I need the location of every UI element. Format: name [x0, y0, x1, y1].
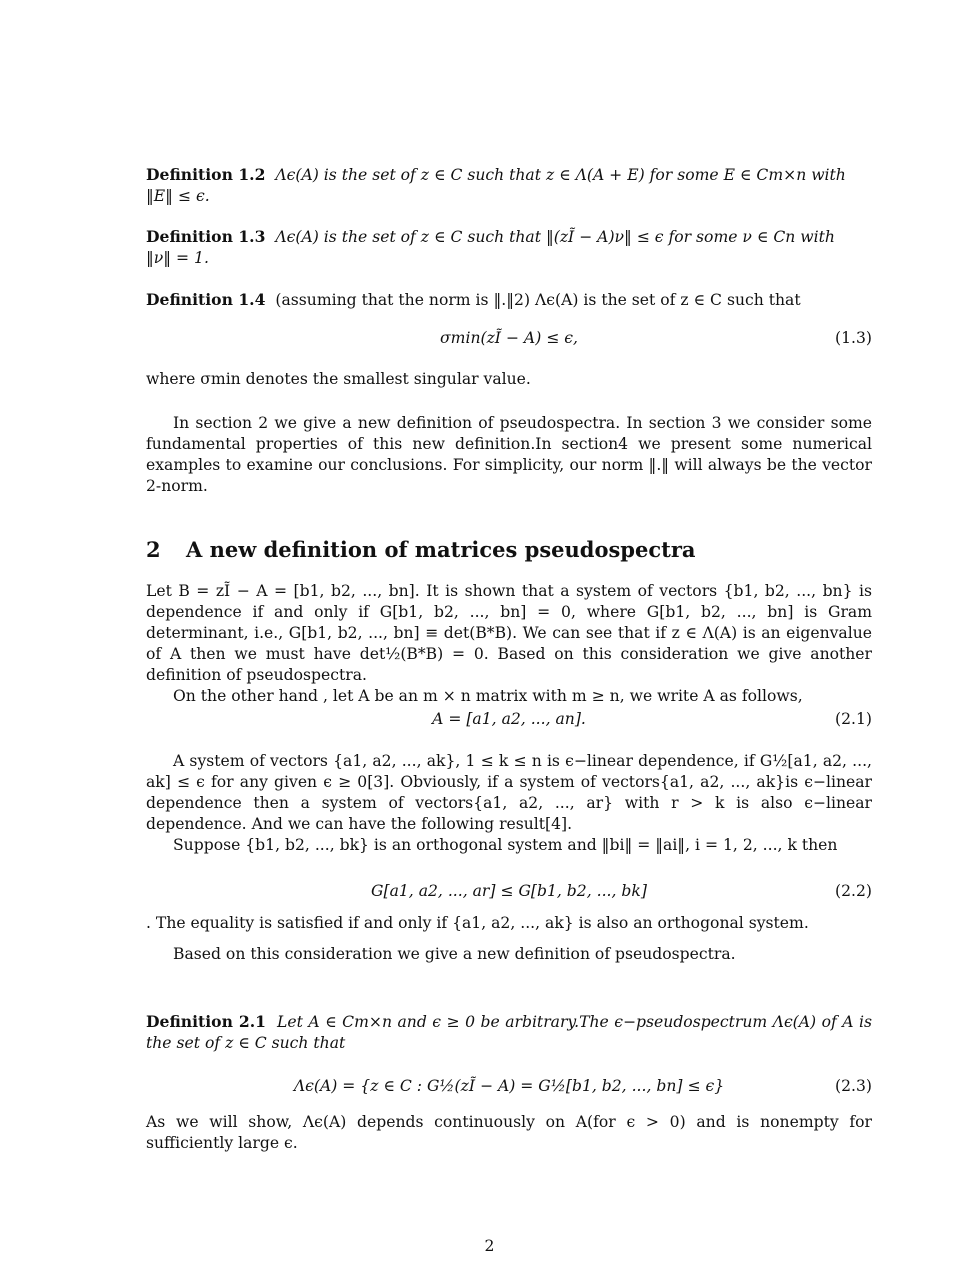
- equation-formula: σmin(zĨ − A) ≤ ϵ,: [440, 329, 578, 347]
- equation-2-3: [146, 1075, 872, 1097]
- paragraph-let: [146, 581, 872, 707]
- definition-1-2: [146, 164, 872, 207]
- definition-label: Definition 1.4: [146, 290, 266, 309]
- paragraph-intro: [146, 413, 872, 497]
- definition-text: (assuming that the norm is ‖.‖2) Λϵ(A) is the set of z ∈ C such that: [275, 291, 801, 309]
- definition-text-cont: ‖E‖ ≤ ϵ.: [146, 187, 210, 205]
- definition-text: Λϵ(A) is the set of z ∈ C such that ‖(zĨ − A)ν‖ ≤ ϵ for some ν ∈ Cn with: [275, 228, 835, 246]
- definition-text: Let A ∈ Cm×n and ϵ ≥ 0 be arbitrary.The ϵ−pseudospectrum Λϵ(A) of A is the set of z ∈ C such that: [146, 1013, 873, 1052]
- paragraph-text: . The equality is satisfied if and only if {a1, a2, ..., ak} is also an orthogonal system.: [146, 914, 809, 932]
- paragraph-text: On the other hand , let A be an m × n matrix with m ≥ n, we write A as follows,: [173, 687, 803, 705]
- equation-formula: A = [a1, a2, ..., an].: [432, 710, 586, 728]
- paragraph-text: Based on this consideration we give a new definition of pseudospectra.: [173, 945, 736, 963]
- paragraph-text: where σmin denotes the smallest singular value.: [146, 370, 531, 388]
- paragraph-equality: [146, 913, 872, 934]
- paragraph-after-1-3: [146, 369, 872, 390]
- paragraph-final: [146, 1112, 872, 1154]
- paragraph-text: As we will show, Λϵ(A) depends continuously on A(for ϵ > 0) and is nonempty for sufficiently large ϵ.: [146, 1113, 872, 1152]
- equation-number: (2.2): [835, 882, 872, 900]
- equation-number: (1.3): [835, 329, 872, 347]
- definition-label: Definition 1.2: [146, 165, 266, 184]
- section-title: A new definition of matrices pseudospectra: [186, 537, 696, 562]
- equation-2-2: [146, 880, 872, 902]
- definition-1-3: [146, 226, 872, 269]
- equation-2-1: [146, 708, 872, 730]
- equation-number: (2.3): [835, 1077, 872, 1095]
- paragraph-text: In section 2 we give a new definition of pseudospectra. In section 3 we consider some fundamental properties of this new definition.In section4 we present some numerical examples to examine our conclusions. For simplicity, our norm ‖.‖ will always be the vector 2-norm.: [146, 414, 872, 495]
- section-heading: [146, 536, 696, 564]
- equation-formula: Λϵ(A) = {z ∈ C : G½(zĨ − A) = G½[b1, b2, ..., bn] ≤ ϵ}: [293, 1077, 725, 1095]
- equation-number: (2.1): [835, 710, 872, 728]
- equation-1-3: [146, 327, 872, 349]
- paragraph-text: Suppose {b1, b2, ..., bk} is an orthogonal system and ‖bi‖ = ‖ai‖, i = 1, 2, ..., k then: [173, 836, 838, 854]
- paragraph-text: A system of vectors {a1, a2, ..., ak}, 1 ≤ k ≤ n is ϵ−linear dependence, if G½[a1, a2, ..., ak] ≤ ϵ for any given ϵ ≥ 0[3]. Obviously, if a system of vectors{a1, a2, ..., ak}is ϵ−linear dependence then a system of vectors{a1, a2, ..., ar} with r > k is also ϵ−linear dependence. And we can have the following result[4].: [146, 752, 872, 833]
- paragraph-based: [146, 944, 872, 965]
- definition-1-4: [146, 289, 872, 311]
- section-number: 2: [146, 537, 161, 562]
- paragraph-text: Let B = zĨ − A = [b1, b2, ..., bn]. It is shown that a system of vectors {b1, b2, ..., bn} is dependence if and only if G[b1, b2, ..., bn] = 0, where G[b1, b2, ..., bn] is Gram determinant, i.e., G[b1, b2, ..., bn] ≡ det(B*B). We can see that if z ∈ Λ(A) is an eigenvalue of A then we must have det½(B*B) = 0. Based on this consideration we give another definition of pseudospectra.: [146, 582, 872, 684]
- definition-label: Definition 1.3: [146, 227, 266, 246]
- definition-2-1: [146, 1011, 872, 1054]
- paragraph-system: [146, 751, 872, 856]
- equation-formula: G[a1, a2, ..., ar] ≤ G[b1, b2, ..., bk]: [371, 882, 647, 900]
- definition-text-cont: ‖ν‖ = 1.: [146, 249, 209, 267]
- page-number: 2: [484, 1237, 495, 1255]
- definition-label: Definition 2.1: [146, 1012, 267, 1031]
- definition-text: Λϵ(A) is the set of z ∈ C such that z ∈ Λ(A + E) for some E ∈ Cm×n with: [275, 166, 846, 184]
